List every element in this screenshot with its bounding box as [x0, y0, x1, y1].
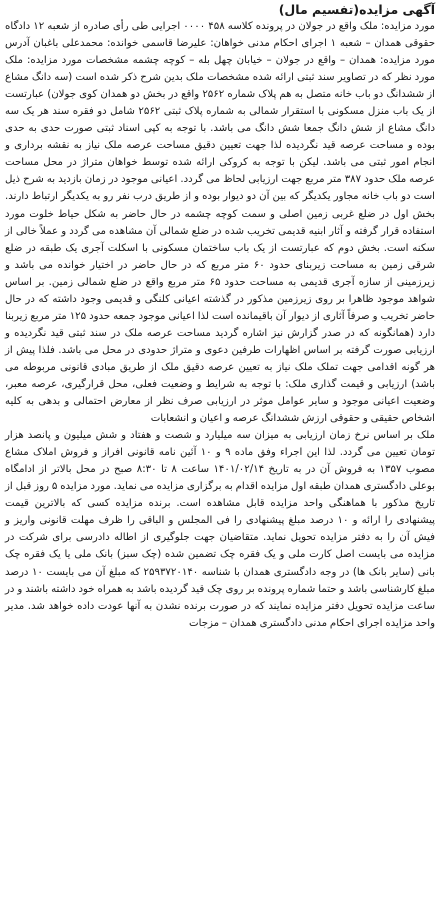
- notice-title: آگهی مزایده(تفسیم مال): [278, 2, 435, 17]
- notice-paragraph-terms: ملک بر اساس نرخ زمان ارزیابی به میزان سه میلیارد و شصت و هفتاد و شش میلیون و پانصد هزار تومان تعیین می گردد. لذا این اجراء وفق ماده ۹ و ۱۰ آئین نامه قانونی افراز و فروش املاک مشاع مصوب ۱۳۵۷ به فروش آن در به تاریخ ۱۴۰۱/۰۲/۱۴ ساعت ۸ تا ۸:۳۰ صبح در محل بالاتر از ادامگاه بوعلی دادگستری همدان طبقه اول مزایده اقدام به برگزاری مزایده می نماید. مورد مزایده ۵ روز قبل از تاریخ مذکور با هماهنگی واحد مزایده قابل مشاهده است. برنده مزایده کسی که بالاترین قیمت پیشنهادی را ارائه و ۱۰ درصد مبلغ پیشنهادی را فی المجلس و الباقی را ظرف مهلت قانونی واریز و فیش آن را به دفتر مزایده تحویل نماید. متقاضیان جهت جلوگیری از اطاله دادرسی برای شرکت در مزایده می بایست اصل کارت ملی و یک فقره چک تضمین شده (چک سبز) بانک ملی یا یک فقره چک بانی (سایر بانک ها) در وجه دادگستری همدان با شناسه ۲۵۹۳۷۲۰۱۴۰ که مبلغ آن می بایست ۱۰ درصد مبلغ کارشناسی باشد و حتما شماره پرونده بر روی چک قید گردیده باشد به همراه خود داشته باشند و در ساعت مزایده تحویل دفتر مزایده نمایند که در صورت برنده نشدن به آنها عودت داده خواهد شد. مدیر واحد مزایده اجرای احکام مدنی دادگستری همدان – مزجات: [5, 430, 436, 629]
- notice-paragraph-property: مورد مزایده: ملک واقع در جولان در پرونده کلاسه ۴۵۸ ۰۰۰۰ اجرایی طی رأی صادره از شعبه ۱۲ دادگاه حقوقی همدان – شعبه ۱ اجرای احکام مدنی خواهان: علیرضا قاسمی خوانده: محمدعلی باغبان آدرس مورد مزایده: همدان – واقع در جولان – خیابان چهل بله – کوچه چشمه مشخصات مورد مزایده: ملک مورد نظر که در تصاویر سند ثبتی ارائه شده مشخصات ملک بدین شرح ذکر شده است (سه دانگ مشاع از ششدانگ دو باب خانه متصل به هم پلاک شماره ۲۵۶۲ واقع در بخش دو همدان کوی جولان) عبارتست از یک باب منزل مسکونی با استقرار شمالی به شماره پلاک ثبتی ۲۵۶۲ شامل دو فقره سند هر یک سه دانگ مشاع از شش دانگ جمعا شش دانگ می باشد. با توجه به کپی اسناد ثبتی صورت حدی به حدی بوده و مساحت عرصه قید نگردیده لذا جهت تعیین دقیق مساحت عرصه ملک نیاز به نقشه برداری و انجام امور ثبتی می باشد. لیکن با توجه به کروکی ارائه شده توسط خواهان متراژ در محل مساحت عرصه ملک حدود ۳۸۷ متر مربع جهت ارزیابی لحاظ می گردد. اعیانی موجود در زمان بازدید به شرح ذیل است دو باب خانه مجاور یکدیگر که بین آن دو دیوار بوده و از طریق درب نفر رو به یکدیگر ارتباط دارند. بخش اول در ضلع غربی زمین اصلی و سمت کوچه چشمه در حال حاضر به شکل حیاط خلوت مورد استفاده قرار گرفته و آثار ابنیه قدیمی تخریب شده در ضلع شمالی آن مشاهده می گردد و عملاً خالی از سکنه است. بخش دوم که عبارتست از یک باب ساختمان مسکونی با اسکلت آجری یک طبقه در ضلع شرقی زمین به مساحت زیربنای حدود ۶۰ متر مربع که در حال حاضر در اختیار خوانده می باشد و زیرزمینی از سازه آجری قدیمی به مساحت حدود ۶۵ متر مربع واقع در ضلع شمالی زمین. بر اساس شواهد موجود ظاهرا بر روی زیرزمین مذکور در گذشته اعیانی کلنگی و قدیمی وجود داشته که در حال حاضر تخریب و صرفاً آثاری از دیوار آن باقیمانده است لذا اعیانی موجود جمعه حدود ۱۲۵ متر مربع زیربنا دارد (همانگونه که در صدر گزارش نیز اشاره گردید مساحت عرصه ملک در سند ثبتی قید نگردیده و ارزیابی صورت گرفته بر اساس اظهارات طرفین دعوی و متراژ حدودی در محل می باشد. فلذا پیش از هر گونه اقدامی جهت تملک ملک نیاز به تعیین عرصه دقیق ملک از طریق مبادی قانونی مربوطه می باشد) ارزیابی و قیمت گذاری ملک: با توجه به شرایط و وضعیت فعلی، محل قرارگیری، عرصه معبر، وضعیت اعیانی موجود و سایر عوامل موثر در ارزیابی صرف نظر از معارض احتمالی و بدهی به کلیه اشخاص حقیقی و حقوقی ارزش ششدانگ عرصه و اعیان و انشعابات: [5, 21, 436, 425]
- notice-body: [5, 18, 435, 632]
